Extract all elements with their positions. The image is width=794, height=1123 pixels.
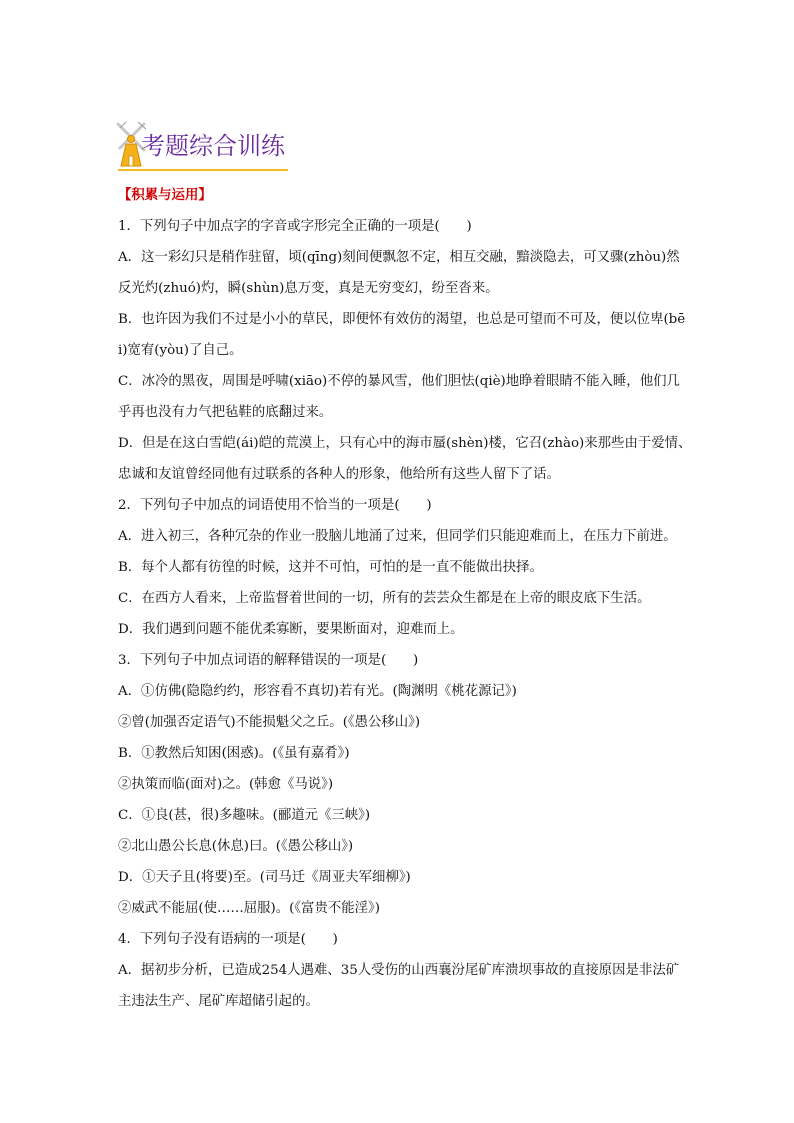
question-4-stem: 4．下列句子没有语病的一项是( ) [118,932,338,947]
question-3-option-d-1: D．①天子且(将要)至。(司马迁《周亚夫军细柳》) [118,870,411,885]
question-1-option-a: A．这一彩幻只是稍作驻留，顷(qīng)刻间便飘忽不定，相互交融，黯淡隐去，可又骤(zhòu)然 [118,250,680,265]
question-1-option-d-cont: 忠诚和友谊曾经同他有过联系的各种人的形象，他给所有这些人留下了话。 [118,467,560,482]
question-3-option-a-1: A．①仿佛(隐隐约约，形容看不真切)若有光。(陶渊明《桃花源记》) [118,684,517,699]
question-1-stem: 1．下列句子中加点字的字音或字形完全正确的一项是( ) [118,219,472,234]
question-1-option-a-cont: 反光灼(zhuó)灼，瞬(shùn)息万变，真是无穷变幻，纷至沓来。 [118,281,499,296]
question-3-option-a-2: ②曾(加强否定语气)不能损魁父之丘。(《愚公移山》) [118,715,421,730]
question-1-option-b: B．也许因为我们不过是小小的草民，即便怀有效仿的渴望，也总是可望而不可及，便以位卑(bē [118,312,686,327]
question-3-option-d-2: ②威武不能屈(使……屈服)。(《富贵不能淫》) [118,901,380,916]
question-2-option-a: A．进入初三，各种冗杂的作业一股脑儿地涌了过来，但同学们只能迎难而上，在压力下前进。 [118,529,677,544]
question-1-option-d: D．但是在这白雪皑(ái)皑的荒漠上，只有心中的海市蜃(shèn)楼，它召(zhào)来那些由于爱情、 [118,436,692,451]
section-header [112,118,288,174]
question-2-option-d: D．我们遇到问题不能优柔寡断，要果断面对，迎难而上。 [118,622,464,637]
header-underline [118,169,288,171]
question-3-option-b-2: ②执策而临(面对)之。(韩愈《马说》) [118,777,334,792]
question-1-option-c-cont: 乎再也没有力气把毡鞋的底翻过来。 [118,405,333,420]
section-title: 【积累与运用】 [118,188,212,203]
question-2-stem: 2．下列句子中加点的词语使用不恰当的一项是( ) [118,498,432,513]
question-2-option-c: C．在西方人看来，上帝监督着世间的一切，所有的芸芸众生都是在上帝的眼皮底下生活。 [118,591,651,606]
question-1-option-c: C．冰冷的黑夜，周围是呼啸(xiāo)不停的暴风雪，他们胆怯(qiè)地睁着眼睛不能入睡，他们几 [118,374,680,389]
question-3-stem: 3．下列句子中加点词语的解释错误的一项是( ) [118,653,419,668]
question-3-option-c-2: ②北山愚公长息(休息)曰。(《愚公移山》) [118,839,354,854]
header-title: 考题综合训练 [141,132,285,160]
question-4-option-a: A．据初步分析，已造成254人遇难、35人受伤的山西襄汾尾矿库溃坝事故的直接原因是非法矿 [118,963,680,978]
question-1-option-b-cont: i)宽宥(yòu)了自己。 [118,343,243,358]
question-3-option-b-1: B．①教然后知困(困惑)。(《虽有嘉肴》) [118,746,350,761]
question-3-option-c-1: C．①良(甚，很)多趣味。(郦道元《三峡》) [118,808,371,823]
document-body [118,180,692,1017]
question-2-option-b: B．每个人都有彷徨的时候，这并不可怕，可怕的是一直不能做出抉择。 [118,560,543,575]
question-4-option-a-cont: 主违法生产、尾矿库超储引起的。 [118,994,319,1009]
